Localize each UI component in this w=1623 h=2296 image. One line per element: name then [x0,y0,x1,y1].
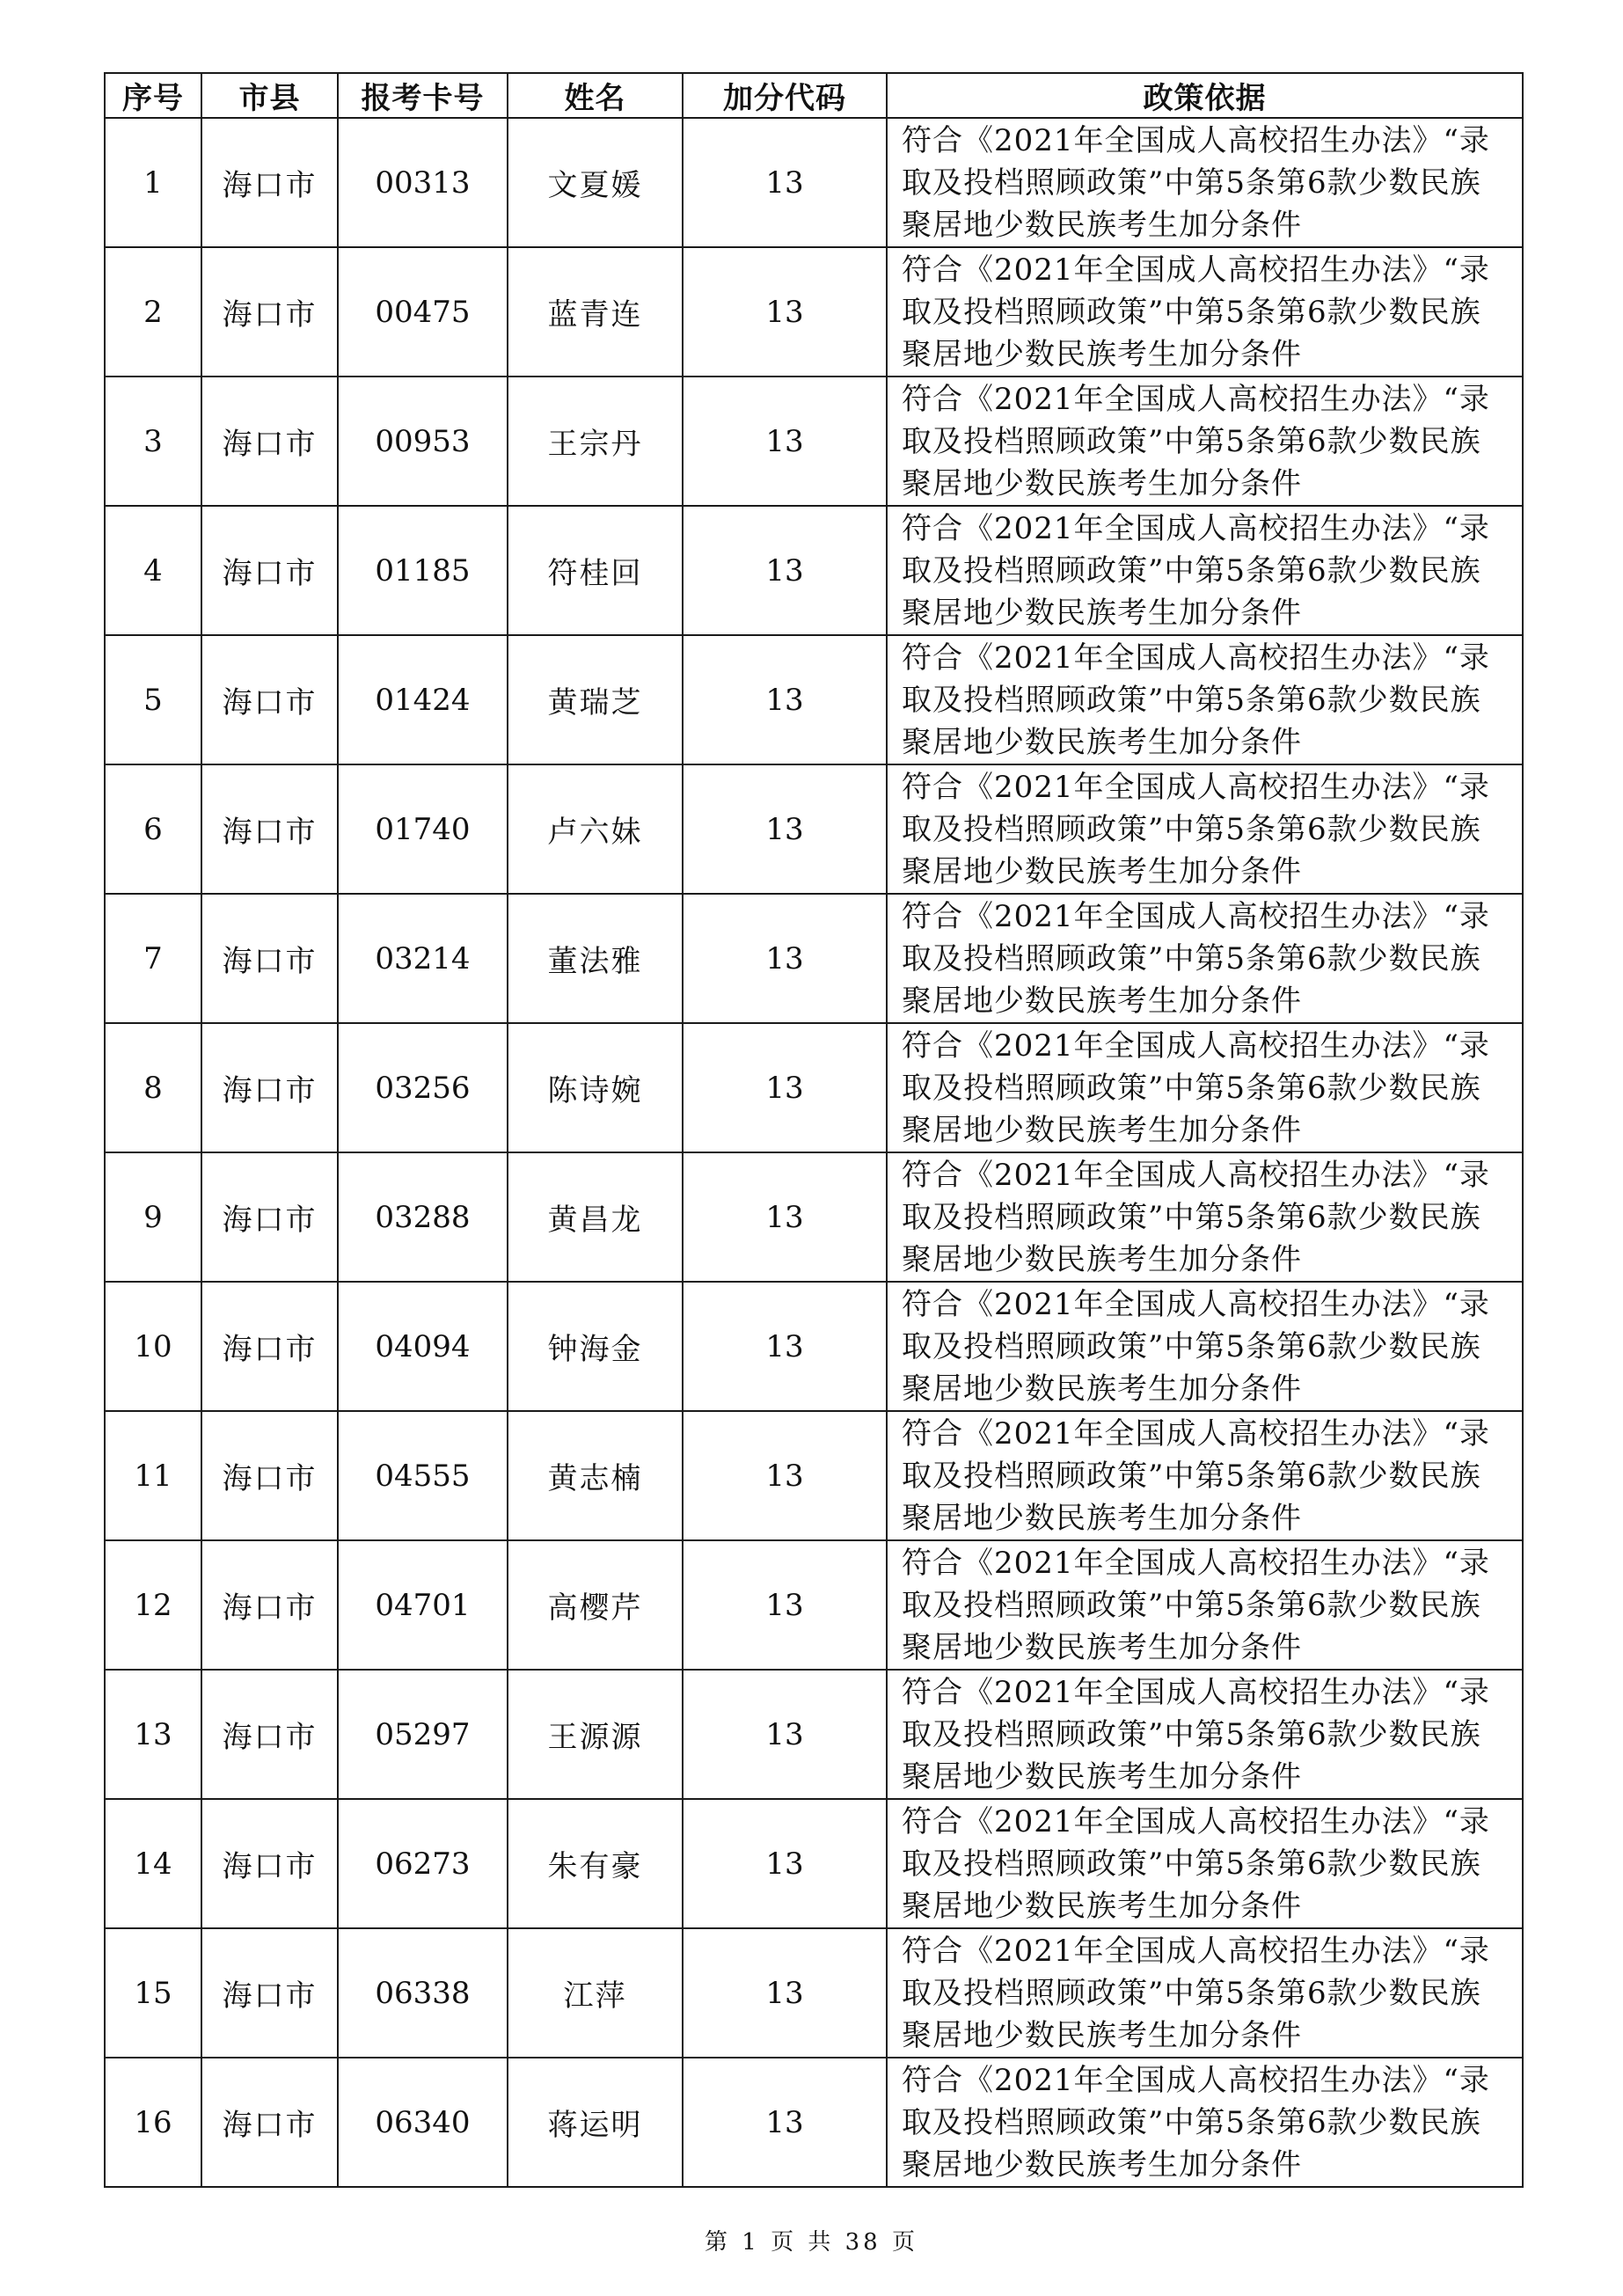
cell-policy-basis: 符合《2021年全国成人高校招生办法》“录取及投档照顾政策”中第5条第6款少数民族聚居地少数民族考生加分条件 [887,1670,1523,1799]
cell-serial-no: 11 [105,1411,201,1540]
cell-bonus-code: 13 [683,1023,887,1152]
cell-exam-card-no: 06273 [338,1799,508,1928]
cell-city-county: 海口市 [201,764,338,894]
cell-serial-no: 8 [105,1023,201,1152]
cell-serial-no: 6 [105,764,201,894]
table-row [105,764,1523,894]
cell-exam-card-no: 01740 [338,764,508,894]
cell-policy-basis: 符合《2021年全国成人高校招生办法》“录取及投档照顾政策”中第5条第6款少数民族聚居地少数民族考生加分条件 [887,247,1523,377]
cell-name: 黄昌龙 [508,1152,683,1282]
cell-name: 朱有豪 [508,1799,683,1928]
cell-city-county: 海口市 [201,247,338,377]
cell-serial-no: 12 [105,1540,201,1670]
cell-exam-card-no: 04094 [338,1282,508,1411]
cell-bonus-code: 13 [683,764,887,894]
table-row [105,1670,1523,1799]
cell-exam-card-no: 01185 [338,506,508,635]
cell-name: 王源源 [508,1670,683,1799]
cell-serial-no: 5 [105,635,201,764]
cell-city-county: 海口市 [201,1928,338,2058]
cell-policy-basis: 符合《2021年全国成人高校招生办法》“录取及投档照顾政策”中第5条第6款少数民族聚居地少数民族考生加分条件 [887,377,1523,506]
cell-city-county: 海口市 [201,2058,338,2187]
cell-policy-basis: 符合《2021年全国成人高校招生办法》“录取及投档照顾政策”中第5条第6款少数民族聚居地少数民族考生加分条件 [887,1282,1523,1411]
cell-serial-no: 9 [105,1152,201,1282]
header-name: 姓名 [508,73,683,118]
cell-bonus-code: 13 [683,118,887,247]
cell-policy-basis: 符合《2021年全国成人高校招生办法》“录取及投档照顾政策”中第5条第6款少数民族聚居地少数民族考生加分条件 [887,1540,1523,1670]
header-bonus-code: 加分代码 [683,73,887,118]
cell-policy-basis: 符合《2021年全国成人高校招生办法》“录取及投档照顾政策”中第5条第6款少数民族聚居地少数民族考生加分条件 [887,118,1523,247]
header-serial-no: 序号 [105,73,201,118]
cell-bonus-code: 13 [683,247,887,377]
table-row [105,635,1523,764]
cell-name: 黄志楠 [508,1411,683,1540]
cell-bonus-code: 13 [683,1799,887,1928]
cell-name: 钟海金 [508,1282,683,1411]
table-row [105,506,1523,635]
cell-serial-no: 10 [105,1282,201,1411]
cell-policy-basis: 符合《2021年全国成人高校招生办法》“录取及投档照顾政策”中第5条第6款少数民族聚居地少数民族考生加分条件 [887,635,1523,764]
cell-policy-basis: 符合《2021年全国成人高校招生办法》“录取及投档照顾政策”中第5条第6款少数民族聚居地少数民族考生加分条件 [887,2058,1523,2187]
cell-serial-no: 3 [105,377,201,506]
table-row [105,1411,1523,1540]
cell-bonus-code: 13 [683,1670,887,1799]
cell-exam-card-no: 00953 [338,377,508,506]
cell-bonus-code: 13 [683,377,887,506]
cell-name: 董法雅 [508,894,683,1023]
cell-city-county: 海口市 [201,1670,338,1799]
cell-city-county: 海口市 [201,1282,338,1411]
cell-bonus-code: 13 [683,2058,887,2187]
cell-name: 陈诗婉 [508,1023,683,1152]
cell-exam-card-no: 05297 [338,1670,508,1799]
table-header-row [105,73,1523,118]
bonus-points-table [104,72,1524,2188]
cell-exam-card-no: 04701 [338,1540,508,1670]
cell-city-county: 海口市 [201,635,338,764]
cell-name: 蒋运明 [508,2058,683,2187]
cell-serial-no: 13 [105,1670,201,1799]
cell-serial-no: 4 [105,506,201,635]
cell-serial-no: 15 [105,1928,201,2058]
cell-bonus-code: 13 [683,894,887,1023]
table-row [105,894,1523,1023]
cell-city-county: 海口市 [201,1023,338,1152]
cell-name: 王宗丹 [508,377,683,506]
cell-name: 蓝青连 [508,247,683,377]
cell-policy-basis: 符合《2021年全国成人高校招生办法》“录取及投档照顾政策”中第5条第6款少数民族聚居地少数民族考生加分条件 [887,1023,1523,1152]
cell-name: 符桂回 [508,506,683,635]
cell-bonus-code: 13 [683,1411,887,1540]
cell-city-county: 海口市 [201,377,338,506]
cell-serial-no: 16 [105,2058,201,2187]
cell-exam-card-no: 01424 [338,635,508,764]
cell-policy-basis: 符合《2021年全国成人高校招生办法》“录取及投档照顾政策”中第5条第6款少数民族聚居地少数民族考生加分条件 [887,1928,1523,2058]
cell-policy-basis: 符合《2021年全国成人高校招生办法》“录取及投档照顾政策”中第5条第6款少数民族聚居地少数民族考生加分条件 [887,1411,1523,1540]
cell-serial-no: 1 [105,118,201,247]
table-body [105,118,1523,2187]
cell-exam-card-no: 03256 [338,1023,508,1152]
table-row [105,1023,1523,1152]
cell-policy-basis: 符合《2021年全国成人高校招生办法》“录取及投档照顾政策”中第5条第6款少数民族聚居地少数民族考生加分条件 [887,764,1523,894]
cell-city-county: 海口市 [201,506,338,635]
table-row [105,1540,1523,1670]
cell-bonus-code: 13 [683,1928,887,2058]
page-footer: 第 1 页 共 38 页 [705,2229,918,2256]
table-row [105,1152,1523,1282]
table-row [105,2058,1523,2187]
cell-exam-card-no: 04555 [338,1411,508,1540]
table-row [105,377,1523,506]
cell-name: 高樱芹 [508,1540,683,1670]
cell-city-county: 海口市 [201,1411,338,1540]
cell-policy-basis: 符合《2021年全国成人高校招生办法》“录取及投档照顾政策”中第5条第6款少数民族聚居地少数民族考生加分条件 [887,1799,1523,1928]
header-policy-basis: 政策依据 [887,73,1523,118]
cell-name: 黄瑞芝 [508,635,683,764]
cell-bonus-code: 13 [683,635,887,764]
cell-bonus-code: 13 [683,506,887,635]
header-exam-card-no: 报考卡号 [338,73,508,118]
cell-exam-card-no: 06340 [338,2058,508,2187]
cell-city-county: 海口市 [201,1152,338,1282]
cell-exam-card-no: 06338 [338,1928,508,2058]
cell-bonus-code: 13 [683,1282,887,1411]
header-city-county: 市县 [201,73,338,118]
cell-bonus-code: 13 [683,1152,887,1282]
table-row [105,1282,1523,1411]
cell-exam-card-no: 00475 [338,247,508,377]
table-row [105,1799,1523,1928]
cell-name: 文夏媛 [508,118,683,247]
table-row [105,247,1523,377]
table-row [105,118,1523,247]
cell-city-county: 海口市 [201,1799,338,1928]
cell-name: 江萍 [508,1928,683,2058]
cell-name: 卢六妹 [508,764,683,894]
table-row [105,1928,1523,2058]
cell-serial-no: 14 [105,1799,201,1928]
cell-exam-card-no: 03214 [338,894,508,1023]
cell-city-county: 海口市 [201,1540,338,1670]
cell-city-county: 海口市 [201,118,338,247]
cell-policy-basis: 符合《2021年全国成人高校招生办法》“录取及投档照顾政策”中第5条第6款少数民族聚居地少数民族考生加分条件 [887,506,1523,635]
cell-serial-no: 2 [105,247,201,377]
cell-exam-card-no: 00313 [338,118,508,247]
cell-city-county: 海口市 [201,894,338,1023]
cell-bonus-code: 13 [683,1540,887,1670]
cell-serial-no: 7 [105,894,201,1023]
cell-policy-basis: 符合《2021年全国成人高校招生办法》“录取及投档照顾政策”中第5条第6款少数民族聚居地少数民族考生加分条件 [887,894,1523,1023]
cell-policy-basis: 符合《2021年全国成人高校招生办法》“录取及投档照顾政策”中第5条第6款少数民族聚居地少数民族考生加分条件 [887,1152,1523,1282]
cell-exam-card-no: 03288 [338,1152,508,1282]
